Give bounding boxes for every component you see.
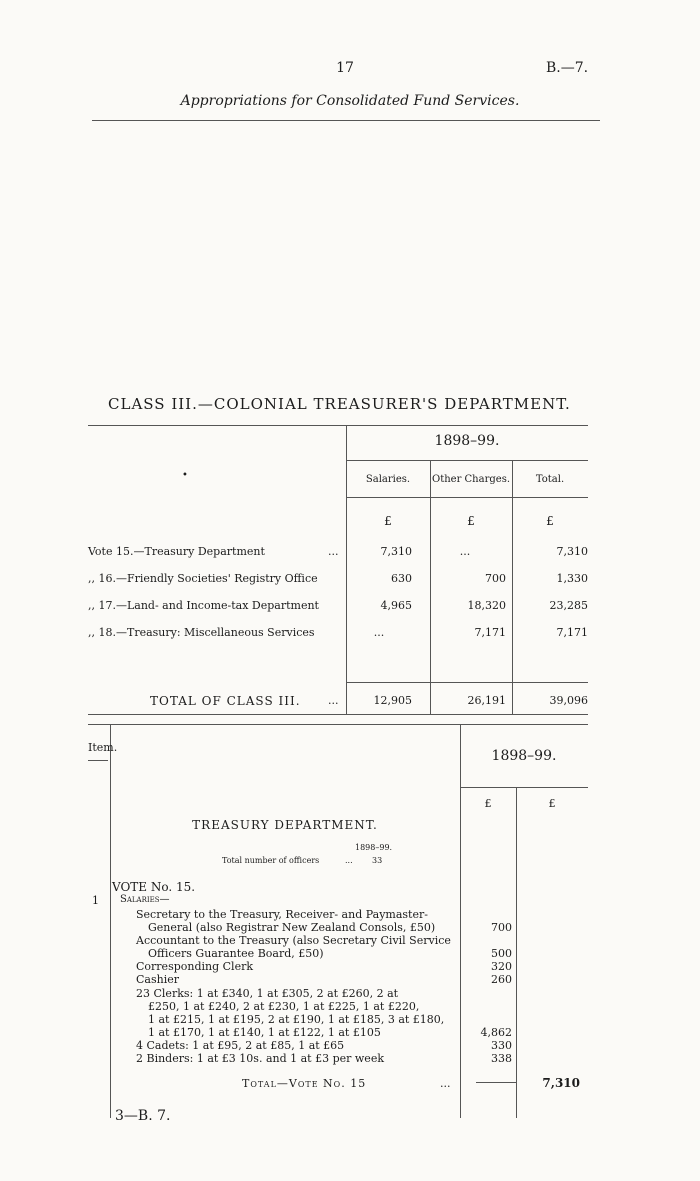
officers-label: Total number of officers [222, 856, 320, 865]
item-column-header: Item. [88, 741, 118, 754]
class-table-header-rule [346, 497, 588, 498]
column-header-salaries: Salaries. [365, 474, 411, 485]
salary-line: 1 at £170, 1 at £140, 1 at £122, 1 at £105 [148, 1026, 381, 1039]
column-header-other-charges: Other Charges. [432, 474, 510, 485]
salary-line: General (also Registrar New Zealand Consols, £50) [148, 921, 436, 934]
currency-salaries: £ [384, 514, 392, 528]
class-table-year-rule [346, 460, 588, 461]
salary-amount: 700 [491, 921, 512, 934]
class-table-top-rule [88, 425, 588, 426]
row-other: 7,171 [474, 626, 506, 639]
class-table-divider [512, 460, 513, 714]
salary-line: 2 Binders: 1 at £3 10s. and 1 at £3 per week [136, 1052, 384, 1065]
header-rule [92, 120, 600, 121]
salary-line: 23 Clerks: 1 at £340, 1 at £305, 2 at £260, 2 at [136, 987, 399, 1000]
row-other: ... [459, 545, 471, 558]
page-subtitle: Appropriations for Consolidated Fund Services. [180, 93, 520, 109]
row-salaries: 7,310 [380, 545, 412, 558]
currency-vote-total: £ [548, 797, 556, 810]
salary-amount: 330 [491, 1039, 512, 1052]
vote-year-rule [460, 787, 588, 788]
vote-label: VOTE No. 15. [112, 880, 196, 894]
total-rule [346, 682, 588, 683]
salary-amount: 320 [491, 960, 512, 973]
officers-year: 1898–99. [355, 843, 393, 852]
officers-dots: ... [345, 856, 353, 865]
row-other: 700 [485, 572, 506, 585]
salary-line: Cashier [136, 973, 179, 986]
salary-line: Corresponding Clerk [136, 960, 254, 973]
salary-line: 4 Cadets: 1 at £95, 2 at £85, 1 at £65 [136, 1039, 345, 1052]
salary-amount: 260 [491, 973, 512, 986]
vote-total-amount: 7,310 [542, 1076, 580, 1090]
vote-total-rule [476, 1082, 516, 1083]
salary-line: Accountant to the Treasury (also Secretary Civil Service [136, 934, 451, 947]
table-row-label: Vote 15.—Treasury Department [88, 545, 265, 558]
salary-line: £250, 1 at £240, 2 at £230, 1 at £225, 1 at £220, [148, 1000, 420, 1013]
class-title: CLASS III.—COLONIAL TREASURER'S DEPARTMENT. [108, 395, 571, 413]
vote-table-year: 1898–99. [491, 748, 557, 764]
vote-total-dots: ... [440, 1077, 451, 1090]
class-total-label: TOTAL OF CLASS III. [150, 694, 301, 708]
salary-amount: 500 [491, 947, 512, 960]
class-total-salaries: 12,905 [373, 694, 412, 707]
row-total: 1,330 [556, 572, 588, 585]
row-other: 18,320 [467, 599, 506, 612]
class-table-divider [346, 425, 347, 714]
class-total-other: 26,191 [467, 694, 506, 707]
currency-total: £ [546, 514, 554, 528]
salary-line: 1 at £215, 1 at £195, 2 at £190, 1 at £185, 3 at £180, [148, 1013, 445, 1026]
row-dots: ... [328, 694, 339, 707]
table-row-label: ,, 16.—Friendly Societies' Registry Office [88, 572, 318, 585]
row-total: 7,310 [556, 545, 588, 558]
row-salaries: 630 [391, 572, 412, 585]
class-table-year: 1898–99. [434, 433, 500, 449]
vote-table-top-rule [88, 724, 588, 725]
salaries-heading: Salaries— [120, 894, 170, 905]
page-signature: 3—B. 7. [115, 1108, 171, 1124]
table-row-label: ,, 17.—Land- and Income-tax Department [88, 599, 319, 612]
officers-count: 33 [372, 856, 383, 865]
currency-other: £ [467, 514, 475, 528]
currency-detail: £ [484, 797, 492, 810]
page-number: 17 [336, 60, 354, 76]
salary-line: Secretary to the Treasury, Receiver- and Paymaster- [136, 908, 428, 921]
table-row-label: ,, 18.—Treasury: Miscellaneous Services [88, 626, 315, 639]
row-salaries: ... [373, 626, 385, 639]
row-total: 23,285 [549, 599, 588, 612]
item-number: 1 [92, 894, 99, 907]
class-table-bottom-rule [88, 714, 588, 715]
department-title: TREASURY DEPARTMENT. [192, 818, 378, 832]
salary-line: Officers Guarantee Board, £50) [148, 947, 324, 960]
salary-amount: 4,862 [480, 1026, 512, 1039]
document-reference: B.—7. [546, 60, 589, 76]
column-header-total: Total. [535, 474, 565, 485]
row-salaries: 4,965 [380, 599, 412, 612]
row-total: 7,171 [556, 626, 588, 639]
salary-amount: 338 [491, 1052, 512, 1065]
vote-total-label: Total—Vote No. 15 [242, 1077, 367, 1090]
bullet-mark: • [182, 470, 188, 481]
class-total-total: 39,096 [549, 694, 588, 707]
class-table-divider [430, 460, 431, 714]
item-header-rule [88, 760, 108, 761]
item-column-divider [110, 724, 111, 1118]
row-dots: ... [328, 545, 339, 558]
amount-column-divider [516, 787, 517, 1118]
